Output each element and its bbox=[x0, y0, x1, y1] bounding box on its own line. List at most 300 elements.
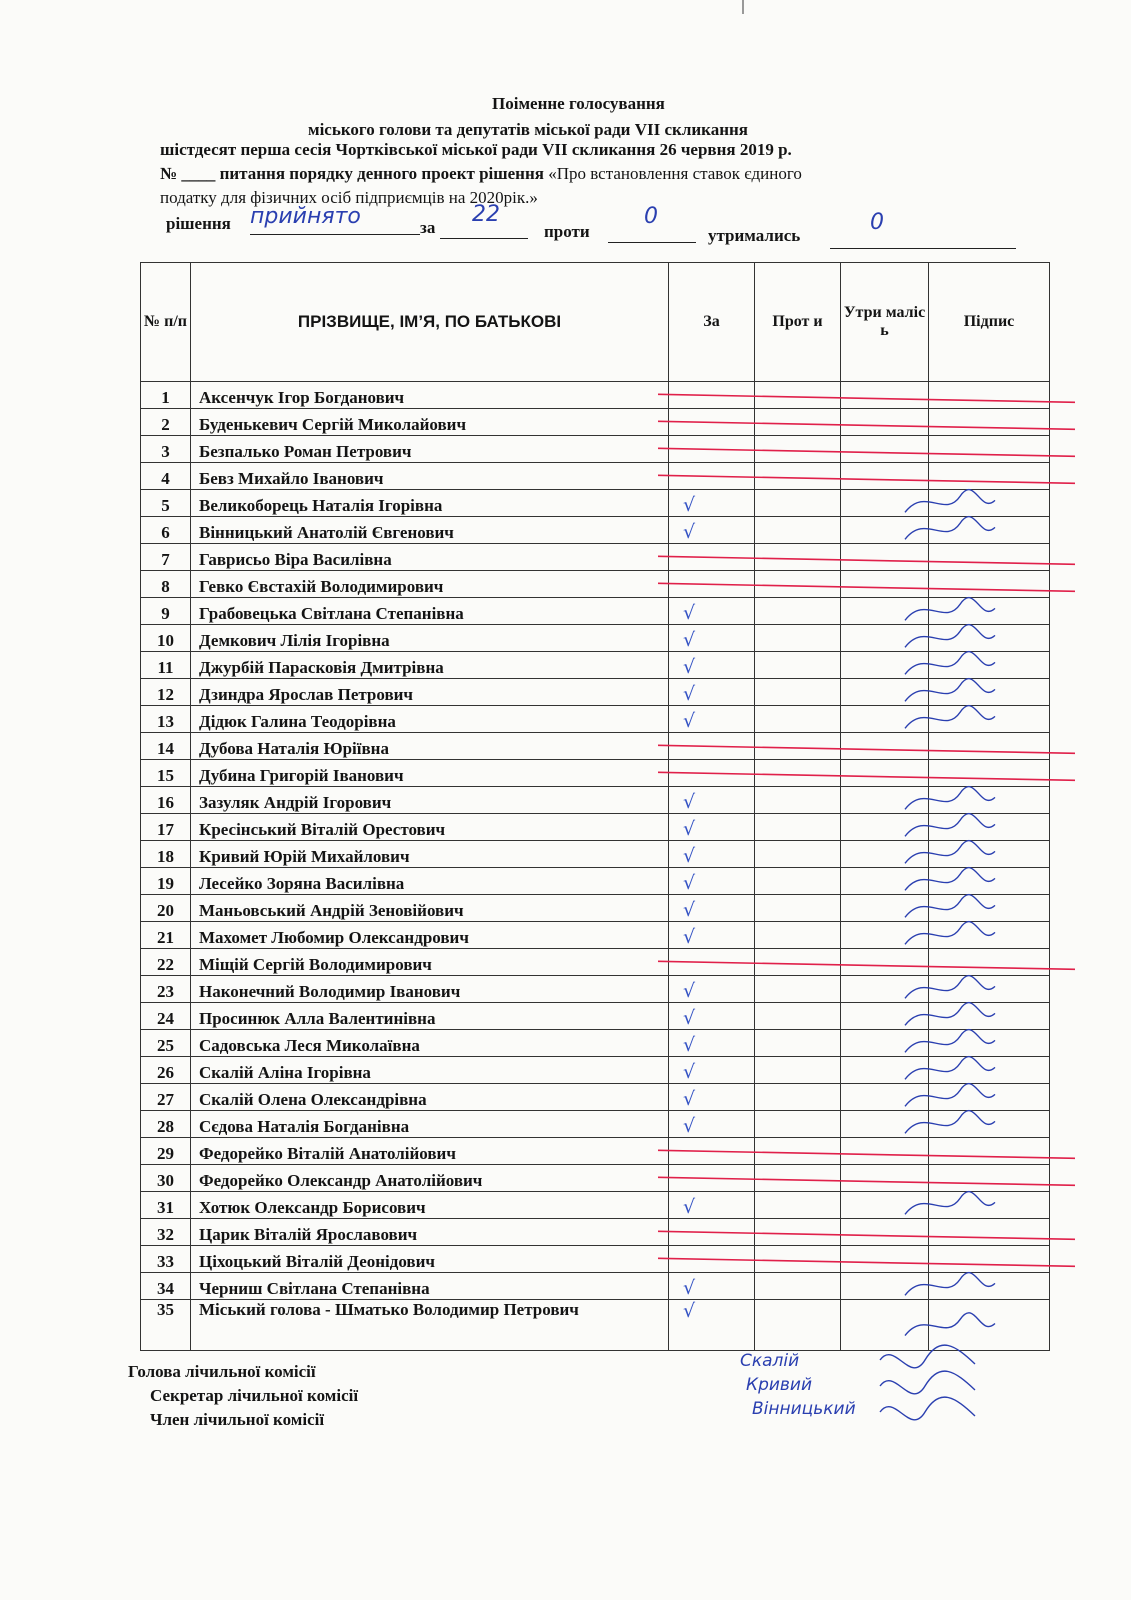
row-name: Просинюк Алла Валентинівна bbox=[191, 1003, 669, 1030]
row-number: 17 bbox=[141, 814, 191, 841]
issue-text-1: «Про встановлення ставок єдиного bbox=[548, 164, 802, 183]
row-vote-against bbox=[755, 814, 841, 841]
row-vote-abstained bbox=[841, 1246, 929, 1273]
row-signature bbox=[929, 463, 1050, 490]
row-vote-for bbox=[669, 679, 755, 706]
table-row bbox=[141, 598, 1050, 625]
row-vote-for bbox=[669, 841, 755, 868]
row-number: 3 bbox=[141, 436, 191, 463]
row-vote-for bbox=[669, 1057, 755, 1084]
issue-prefix: № ____ питання порядку денного проект рішення bbox=[160, 164, 544, 183]
check-mark-icon: √ bbox=[683, 980, 696, 1002]
row-name: Зазуляк Андрій Ігорович bbox=[191, 787, 669, 814]
row-vote-for bbox=[669, 652, 755, 679]
row-vote-for bbox=[669, 733, 755, 760]
row-name: Ціхоцький Віталій Деонідович bbox=[191, 1246, 669, 1273]
row-number: 5 bbox=[141, 490, 191, 517]
row-number: 4 bbox=[141, 463, 191, 490]
issue-line bbox=[160, 164, 802, 184]
row-vote-abstained bbox=[841, 652, 929, 679]
row-vote-against bbox=[755, 895, 841, 922]
row-signature bbox=[929, 652, 1050, 679]
abstained-label: утримались bbox=[708, 226, 801, 245]
row-signature bbox=[929, 679, 1050, 706]
row-name: Федорейко Олександр Анатолійович bbox=[191, 1165, 669, 1192]
table-row bbox=[141, 922, 1050, 949]
row-vote-abstained bbox=[841, 436, 929, 463]
row-number: 16 bbox=[141, 787, 191, 814]
row-vote-abstained bbox=[841, 409, 929, 436]
row-number: 31 bbox=[141, 1192, 191, 1219]
row-name: Вінницький Анатолій Євгенович bbox=[191, 517, 669, 544]
row-number: 12 bbox=[141, 679, 191, 706]
table-row bbox=[141, 1300, 1050, 1351]
row-signature bbox=[929, 1246, 1050, 1273]
row-vote-abstained bbox=[841, 760, 929, 787]
row-vote-for bbox=[669, 1219, 755, 1246]
table-row bbox=[141, 571, 1050, 598]
row-vote-abstained bbox=[841, 1192, 929, 1219]
check-mark-icon: √ bbox=[683, 845, 696, 867]
row-number: 6 bbox=[141, 517, 191, 544]
footer-handwritten-name: Скалій bbox=[740, 1351, 800, 1371]
row-signature bbox=[929, 814, 1050, 841]
row-name: Міський голова - Шматько Володимир Петрович bbox=[191, 1300, 669, 1351]
row-number: 18 bbox=[141, 841, 191, 868]
row-vote-abstained bbox=[841, 1084, 929, 1111]
table-row bbox=[141, 733, 1050, 760]
row-vote-for bbox=[669, 895, 755, 922]
row-vote-for bbox=[669, 1084, 755, 1111]
vote-table bbox=[140, 262, 1050, 1351]
row-name: Садовська Леся Миколаївна bbox=[191, 1030, 669, 1057]
row-name: Сєдова Наталія Богданівна bbox=[191, 1111, 669, 1138]
row-vote-against bbox=[755, 652, 841, 679]
footer-handwritten-name: Вінницький bbox=[752, 1399, 856, 1419]
row-vote-for bbox=[669, 517, 755, 544]
row-number: 21 bbox=[141, 922, 191, 949]
row-number: 34 bbox=[141, 1273, 191, 1300]
row-vote-for bbox=[669, 544, 755, 571]
row-vote-for bbox=[669, 382, 755, 409]
row-vote-for bbox=[669, 1030, 755, 1057]
row-vote-against bbox=[755, 1246, 841, 1273]
row-number: 15 bbox=[141, 760, 191, 787]
table-row bbox=[141, 1219, 1050, 1246]
footer-signature-scribble bbox=[880, 1371, 975, 1394]
row-vote-abstained bbox=[841, 868, 929, 895]
row-signature bbox=[929, 409, 1050, 436]
row-vote-against bbox=[755, 733, 841, 760]
table-row bbox=[141, 760, 1050, 787]
against-value: 0 bbox=[644, 204, 658, 229]
row-vote-for bbox=[669, 814, 755, 841]
row-vote-abstained bbox=[841, 733, 929, 760]
row-vote-against bbox=[755, 1192, 841, 1219]
row-name: Гаврисьо Віра Василівна bbox=[191, 544, 669, 571]
row-signature bbox=[929, 1111, 1050, 1138]
row-name: Наконечний Володимир Іванович bbox=[191, 976, 669, 1003]
check-mark-icon: √ bbox=[683, 683, 696, 705]
row-number: 1 bbox=[141, 382, 191, 409]
row-vote-abstained bbox=[841, 1003, 929, 1030]
table-row bbox=[141, 1111, 1050, 1138]
row-vote-abstained bbox=[841, 1138, 929, 1165]
staple-mark bbox=[742, 0, 744, 14]
table-row bbox=[141, 1273, 1050, 1300]
row-name: Кресінський Віталій Орестович bbox=[191, 814, 669, 841]
row-number: 32 bbox=[141, 1219, 191, 1246]
row-signature bbox=[929, 976, 1050, 1003]
abstained-value: 0 bbox=[870, 210, 884, 235]
row-vote-against bbox=[755, 1138, 841, 1165]
row-number: 19 bbox=[141, 868, 191, 895]
row-vote-abstained bbox=[841, 706, 929, 733]
row-vote-against bbox=[755, 1165, 841, 1192]
row-number: 11 bbox=[141, 652, 191, 679]
row-vote-against bbox=[755, 463, 841, 490]
footer-signature-scribble bbox=[880, 1397, 975, 1420]
row-vote-against bbox=[755, 1273, 841, 1300]
row-vote-abstained bbox=[841, 598, 929, 625]
row-vote-for bbox=[669, 922, 755, 949]
row-name: Міщій Сергій Володимирович bbox=[191, 949, 669, 976]
row-number: 35 bbox=[141, 1300, 191, 1351]
table-row bbox=[141, 706, 1050, 733]
row-vote-abstained bbox=[841, 463, 929, 490]
row-vote-abstained bbox=[841, 895, 929, 922]
row-vote-for bbox=[669, 571, 755, 598]
check-mark-icon: √ bbox=[683, 818, 696, 840]
row-vote-abstained bbox=[841, 814, 929, 841]
row-vote-against bbox=[755, 841, 841, 868]
session-line: шістдесят перша сесія Чортківської міської ради VII скликання 26 червня 2019 р. bbox=[160, 140, 792, 159]
row-vote-for bbox=[669, 463, 755, 490]
row-number: 26 bbox=[141, 1057, 191, 1084]
row-vote-abstained bbox=[841, 841, 929, 868]
table-row bbox=[141, 544, 1050, 571]
row-vote-against bbox=[755, 598, 841, 625]
row-signature bbox=[929, 1138, 1050, 1165]
row-vote-against bbox=[755, 544, 841, 571]
row-vote-for bbox=[669, 976, 755, 1003]
row-number: 2 bbox=[141, 409, 191, 436]
row-vote-for bbox=[669, 598, 755, 625]
row-vote-abstained bbox=[841, 517, 929, 544]
row-signature bbox=[929, 1219, 1050, 1246]
row-number: 27 bbox=[141, 1084, 191, 1111]
row-vote-for bbox=[669, 1165, 755, 1192]
row-vote-against bbox=[755, 1084, 841, 1111]
check-mark-icon: √ bbox=[683, 1300, 696, 1322]
row-signature bbox=[929, 436, 1050, 463]
row-signature bbox=[929, 625, 1050, 652]
table-row bbox=[141, 841, 1050, 868]
row-vote-against bbox=[755, 760, 841, 787]
row-vote-against bbox=[755, 1111, 841, 1138]
check-mark-icon: √ bbox=[683, 494, 696, 516]
row-vote-for bbox=[669, 625, 755, 652]
for-label: за bbox=[420, 218, 436, 237]
row-signature bbox=[929, 490, 1050, 517]
row-name: Махомет Любомир Олександрович bbox=[191, 922, 669, 949]
row-signature bbox=[929, 1057, 1050, 1084]
row-vote-abstained bbox=[841, 490, 929, 517]
against-label: проти bbox=[544, 222, 590, 241]
check-mark-icon: √ bbox=[683, 521, 696, 543]
col-header-name: ПРІЗВИЩЕ, ІМ’Я, ПО БАТЬКОВІ bbox=[191, 263, 669, 382]
table-row bbox=[141, 976, 1050, 1003]
footer-chair: Голова лічильної комісії bbox=[128, 1362, 316, 1381]
row-vote-for bbox=[669, 706, 755, 733]
row-name: Черниш Світлана Степанівна bbox=[191, 1273, 669, 1300]
row-signature bbox=[929, 544, 1050, 571]
check-mark-icon: √ bbox=[683, 1007, 696, 1029]
row-vote-abstained bbox=[841, 922, 929, 949]
row-vote-against bbox=[755, 436, 841, 463]
row-vote-for bbox=[669, 409, 755, 436]
row-vote-against bbox=[755, 1003, 841, 1030]
row-name: Аксенчук Ігор Богданович bbox=[191, 382, 669, 409]
row-name: Безпалько Роман Петрович bbox=[191, 436, 669, 463]
row-signature bbox=[929, 1273, 1050, 1300]
row-signature bbox=[929, 733, 1050, 760]
decision-label: рішення bbox=[166, 214, 231, 233]
row-name: Федорейко Віталій Анатолійович bbox=[191, 1138, 669, 1165]
row-number: 22 bbox=[141, 949, 191, 976]
table-row bbox=[141, 1003, 1050, 1030]
table-row bbox=[141, 1192, 1050, 1219]
check-mark-icon: √ bbox=[683, 656, 696, 678]
row-vote-against bbox=[755, 706, 841, 733]
document-title: Поіменне голосування bbox=[492, 94, 665, 113]
row-vote-against bbox=[755, 1300, 841, 1351]
row-vote-abstained bbox=[841, 544, 929, 571]
row-name: Хотюк Олександр Борисович bbox=[191, 1192, 669, 1219]
table-row bbox=[141, 787, 1050, 814]
row-vote-for bbox=[669, 436, 755, 463]
row-vote-abstained bbox=[841, 1057, 929, 1084]
check-mark-icon: √ bbox=[683, 899, 696, 921]
row-vote-abstained bbox=[841, 787, 929, 814]
check-mark-icon: √ bbox=[683, 602, 696, 624]
document-subtitle: міського голови та депутатів міської ради VII скликання bbox=[308, 120, 748, 139]
row-vote-for bbox=[669, 1003, 755, 1030]
decision-row bbox=[166, 202, 1036, 254]
row-vote-abstained bbox=[841, 1300, 929, 1351]
row-signature bbox=[929, 1165, 1050, 1192]
table-row bbox=[141, 679, 1050, 706]
table-row bbox=[141, 1057, 1050, 1084]
footer-handwritten-name: Кривий bbox=[746, 1375, 813, 1395]
table-row bbox=[141, 895, 1050, 922]
table-row bbox=[141, 868, 1050, 895]
col-header-signature: Підпис bbox=[929, 263, 1050, 382]
row-name: Дзиндра Ярослав Петрович bbox=[191, 679, 669, 706]
row-vote-against bbox=[755, 922, 841, 949]
table-row bbox=[141, 409, 1050, 436]
row-signature bbox=[929, 598, 1050, 625]
row-signature bbox=[929, 949, 1050, 976]
row-vote-against bbox=[755, 517, 841, 544]
check-mark-icon: √ bbox=[683, 1196, 696, 1218]
check-mark-icon: √ bbox=[683, 791, 696, 813]
row-signature bbox=[929, 1192, 1050, 1219]
row-name: Демкович Лілія Ігорівна bbox=[191, 625, 669, 652]
row-signature bbox=[929, 517, 1050, 544]
for-value: 22 bbox=[472, 202, 500, 227]
row-name: Гевко Євстахій Володимирович bbox=[191, 571, 669, 598]
row-number: 25 bbox=[141, 1030, 191, 1057]
row-name: Дідюк Галина Теодорівна bbox=[191, 706, 669, 733]
row-signature bbox=[929, 868, 1050, 895]
table-row bbox=[141, 625, 1050, 652]
col-header-against: Прот и bbox=[755, 263, 841, 382]
table-row bbox=[141, 652, 1050, 679]
row-vote-abstained bbox=[841, 1165, 929, 1192]
row-name: Маньовський Андрій Зеновійович bbox=[191, 895, 669, 922]
row-number: 24 bbox=[141, 1003, 191, 1030]
decision-result-handwritten: прийнято bbox=[250, 204, 361, 229]
row-vote-against bbox=[755, 1057, 841, 1084]
row-number: 29 bbox=[141, 1138, 191, 1165]
row-signature bbox=[929, 922, 1050, 949]
table-row bbox=[141, 382, 1050, 409]
row-vote-abstained bbox=[841, 382, 929, 409]
table-row bbox=[141, 1138, 1050, 1165]
row-vote-against bbox=[755, 787, 841, 814]
table-row bbox=[141, 1165, 1050, 1192]
row-vote-for bbox=[669, 1300, 755, 1351]
row-name: Бевз Михайло Іванович bbox=[191, 463, 669, 490]
table-row bbox=[141, 1246, 1050, 1273]
table-row bbox=[141, 949, 1050, 976]
row-vote-abstained bbox=[841, 571, 929, 598]
row-vote-against bbox=[755, 949, 841, 976]
row-signature bbox=[929, 1003, 1050, 1030]
decision-result-underline bbox=[250, 234, 420, 235]
row-vote-for bbox=[669, 1246, 755, 1273]
row-name: Скалій Аліна Ігорівна bbox=[191, 1057, 669, 1084]
check-mark-icon: √ bbox=[683, 1088, 696, 1110]
issue-text-2: податку для фізичних осіб підприємців на 2020рік.» bbox=[160, 188, 538, 207]
row-vote-against bbox=[755, 490, 841, 517]
table-row bbox=[141, 814, 1050, 841]
table-row bbox=[141, 517, 1050, 544]
row-vote-against bbox=[755, 868, 841, 895]
row-vote-for bbox=[669, 949, 755, 976]
row-name: Великоборець Наталія Ігорівна bbox=[191, 490, 669, 517]
row-name: Лесейко Зоряна Василівна bbox=[191, 868, 669, 895]
row-vote-against bbox=[755, 1030, 841, 1057]
vote-table-body bbox=[141, 382, 1050, 1351]
row-vote-for bbox=[669, 787, 755, 814]
table-row bbox=[141, 463, 1050, 490]
row-name: Грабовецька Світлана Степанівна bbox=[191, 598, 669, 625]
col-header-abstained: Утри маліс ь bbox=[841, 263, 929, 382]
row-vote-against bbox=[755, 382, 841, 409]
row-name: Буденькевич Сергій Миколайович bbox=[191, 409, 669, 436]
table-row bbox=[141, 1030, 1050, 1057]
row-name: Джурбій Парасковія Дмитрівна bbox=[191, 652, 669, 679]
row-vote-for bbox=[669, 1111, 755, 1138]
row-vote-for bbox=[669, 868, 755, 895]
for-underline bbox=[440, 238, 528, 239]
row-number: 14 bbox=[141, 733, 191, 760]
row-vote-for bbox=[669, 1192, 755, 1219]
row-name: Царик Віталій Ярославович bbox=[191, 1219, 669, 1246]
row-signature bbox=[929, 841, 1050, 868]
check-mark-icon: √ bbox=[683, 1277, 696, 1299]
row-vote-abstained bbox=[841, 679, 929, 706]
row-name: Дубина Григорій Іванович bbox=[191, 760, 669, 787]
row-vote-for bbox=[669, 1273, 755, 1300]
row-vote-for bbox=[669, 760, 755, 787]
check-mark-icon: √ bbox=[683, 1115, 696, 1137]
footer-member: Член лічильної комісії bbox=[150, 1410, 325, 1429]
row-signature bbox=[929, 382, 1050, 409]
table-row bbox=[141, 490, 1050, 517]
col-header-num: № п/п bbox=[141, 263, 191, 382]
row-number: 28 bbox=[141, 1111, 191, 1138]
row-name: Дубова Наталія Юріївна bbox=[191, 733, 669, 760]
row-number: 13 bbox=[141, 706, 191, 733]
row-vote-abstained bbox=[841, 1111, 929, 1138]
abstained-underline bbox=[830, 248, 1016, 249]
col-header-for: За bbox=[669, 263, 755, 382]
row-vote-for bbox=[669, 1138, 755, 1165]
row-number: 8 bbox=[141, 571, 191, 598]
table-header-row bbox=[141, 263, 1050, 382]
row-vote-against bbox=[755, 571, 841, 598]
row-number: 30 bbox=[141, 1165, 191, 1192]
against-underline bbox=[608, 242, 696, 243]
row-number: 33 bbox=[141, 1246, 191, 1273]
row-vote-abstained bbox=[841, 1030, 929, 1057]
row-vote-abstained bbox=[841, 1273, 929, 1300]
check-mark-icon: √ bbox=[683, 629, 696, 651]
row-signature bbox=[929, 1300, 1050, 1351]
check-mark-icon: √ bbox=[683, 926, 696, 948]
row-signature bbox=[929, 760, 1050, 787]
row-vote-abstained bbox=[841, 949, 929, 976]
check-mark-icon: √ bbox=[683, 710, 696, 732]
row-vote-against bbox=[755, 409, 841, 436]
row-signature bbox=[929, 1030, 1050, 1057]
row-vote-against bbox=[755, 679, 841, 706]
check-mark-icon: √ bbox=[683, 1061, 696, 1083]
row-vote-against bbox=[755, 976, 841, 1003]
row-number: 7 bbox=[141, 544, 191, 571]
row-name: Скалій Олена Олександрівна bbox=[191, 1084, 669, 1111]
row-number: 9 bbox=[141, 598, 191, 625]
row-vote-for bbox=[669, 490, 755, 517]
row-signature bbox=[929, 706, 1050, 733]
row-vote-abstained bbox=[841, 976, 929, 1003]
footer-secretary: Секретар лічильної комісії bbox=[150, 1386, 359, 1405]
row-vote-against bbox=[755, 625, 841, 652]
row-signature bbox=[929, 895, 1050, 922]
row-number: 10 bbox=[141, 625, 191, 652]
check-mark-icon: √ bbox=[683, 1034, 696, 1056]
table-row bbox=[141, 436, 1050, 463]
row-signature bbox=[929, 1084, 1050, 1111]
row-signature bbox=[929, 787, 1050, 814]
row-vote-abstained bbox=[841, 625, 929, 652]
row-vote-against bbox=[755, 1219, 841, 1246]
row-signature bbox=[929, 571, 1050, 598]
row-number: 23 bbox=[141, 976, 191, 1003]
